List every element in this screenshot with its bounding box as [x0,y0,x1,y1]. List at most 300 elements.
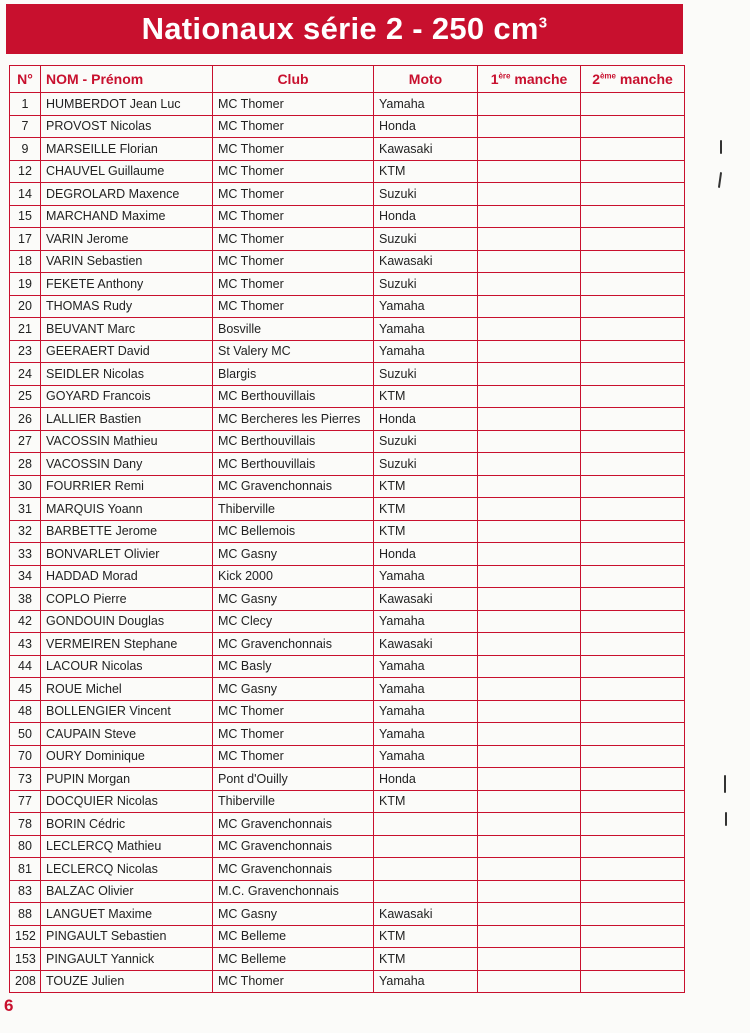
table-row [10,588,685,611]
cell-manche-2 [581,768,685,791]
cell-manche-1 [478,790,581,813]
table-row [10,903,685,926]
cell-manche-1 [478,183,581,206]
cell-manche-1 [478,655,581,678]
table-row [10,948,685,971]
cell-club: MC Berthouvillais [213,385,374,408]
cell-manche-1 [478,723,581,746]
cell-club: MC Gasny [213,543,374,566]
col-header-name: NOM - Prénom [41,66,213,93]
cell-moto [374,880,478,903]
cell-manche-1 [478,903,581,926]
cell-name: ROUE Michel [41,678,213,701]
cell-name: GONDOUIN Douglas [41,610,213,633]
cell-manche-2 [581,543,685,566]
cell-club: MC Thomer [213,160,374,183]
cell-manche-1 [478,138,581,161]
cell-club: MC Bercheres les Pierres [213,408,374,431]
cell-name: DOCQUIER Nicolas [41,790,213,813]
table-row [10,138,685,161]
cell-manche-1 [478,205,581,228]
cell-manche-1 [478,430,581,453]
cell-manche-2 [581,633,685,656]
cell-moto: Yamaha [374,745,478,768]
cell-manche-2 [581,858,685,881]
margin-mark [724,775,726,793]
entrants-table-wrapper [9,65,684,993]
cell-club: MC Gravenchonnais [213,813,374,836]
table-row [10,160,685,183]
cell-moto: Honda [374,543,478,566]
cell-club: MC Gravenchonnais [213,633,374,656]
cell-name: HUMBERDOT Jean Luc [41,93,213,116]
manche-1-number: 1 [490,71,499,87]
table-row [10,205,685,228]
table-row [10,340,685,363]
cell-manche-1 [478,385,581,408]
table-row [10,925,685,948]
cell-club: MC Thomer [213,745,374,768]
cell-num: 12 [10,160,41,183]
cell-manche-2 [581,385,685,408]
cell-manche-1 [478,93,581,116]
cell-manche-1 [478,520,581,543]
cell-num: 20 [10,295,41,318]
cell-num: 152 [10,925,41,948]
cell-name: GEERAERT David [41,340,213,363]
cell-moto: Suzuki [374,453,478,476]
cell-num: 31 [10,498,41,521]
cell-name: FEKETE Anthony [41,273,213,296]
cell-name: LALLIER Bastien [41,408,213,431]
cell-club: MC Thomer [213,273,374,296]
cell-num: 81 [10,858,41,881]
cell-club: MC Bellemois [213,520,374,543]
table-row [10,858,685,881]
col-header-manche-1 [478,66,581,93]
cell-num: 17 [10,228,41,251]
col-header-num: N° [10,66,41,93]
cell-name: VERMEIREN Stephane [41,633,213,656]
cell-manche-2 [581,745,685,768]
cell-club: MC Clecy [213,610,374,633]
title-superscript: 3 [538,14,548,32]
cell-moto [374,858,478,881]
cell-club: MC Thomer [213,115,374,138]
table-row [10,520,685,543]
table-row [10,93,685,116]
cell-manche-1 [478,363,581,386]
cell-club: MC Thomer [213,295,374,318]
cell-num: 28 [10,453,41,476]
cell-manche-2 [581,790,685,813]
cell-name: BEUVANT Marc [41,318,213,341]
cell-manche-2 [581,903,685,926]
entrants-table [9,65,685,993]
cell-num: 21 [10,318,41,341]
cell-manche-1 [478,565,581,588]
cell-manche-2 [581,408,685,431]
cell-manche-2 [581,880,685,903]
cell-num: 50 [10,723,41,746]
margin-mark [720,140,722,154]
cell-num: 25 [10,385,41,408]
cell-manche-2 [581,588,685,611]
cell-name: FOURRIER Remi [41,475,213,498]
manche-2-label: manche [616,71,673,87]
cell-manche-2 [581,520,685,543]
cell-club: MC Belleme [213,925,374,948]
table-row [10,498,685,521]
cell-moto: Yamaha [374,678,478,701]
cell-num: 78 [10,813,41,836]
cell-num: 7 [10,115,41,138]
cell-moto: Kawasaki [374,250,478,273]
cell-name: BONVARLET Olivier [41,543,213,566]
cell-moto: Yamaha [374,610,478,633]
cell-manche-1 [478,273,581,296]
cell-manche-2 [581,723,685,746]
cell-name: DEGROLARD Maxence [41,183,213,206]
cell-name: COPLO Pierre [41,588,213,611]
cell-moto: Kawasaki [374,903,478,926]
cell-name: MARCHAND Maxime [41,205,213,228]
cell-moto: KTM [374,498,478,521]
cell-manche-2 [581,655,685,678]
cell-club: MC Gasny [213,588,374,611]
manche-1-label: manche [510,71,568,87]
cell-num: 77 [10,790,41,813]
cell-club: MC Gravenchonnais [213,858,374,881]
cell-moto [374,813,478,836]
cell-moto: Yamaha [374,970,478,993]
cell-manche-2 [581,273,685,296]
cell-moto: Yamaha [374,565,478,588]
cell-num: 1 [10,93,41,116]
cell-manche-1 [478,250,581,273]
table-row [10,363,685,386]
cell-num: 83 [10,880,41,903]
cell-manche-1 [478,610,581,633]
cell-name: VARIN Jerome [41,228,213,251]
cell-name: CAUPAIN Steve [41,723,213,746]
cell-moto: KTM [374,160,478,183]
cell-moto: Suzuki [374,430,478,453]
cell-num: 70 [10,745,41,768]
cell-club: St Valery MC [213,340,374,363]
cell-name: CHAUVEL Guillaume [41,160,213,183]
table-row [10,790,685,813]
cell-num: 9 [10,138,41,161]
cell-num: 42 [10,610,41,633]
cell-club: MC Thomer [213,205,374,228]
cell-manche-2 [581,813,685,836]
table-row [10,453,685,476]
cell-manche-2 [581,93,685,116]
col-header-manche-2 [581,66,685,93]
table-row [10,768,685,791]
cell-name: LACOUR Nicolas [41,655,213,678]
cell-club: MC Gasny [213,678,374,701]
cell-moto: KTM [374,925,478,948]
table-row [10,700,685,723]
page-title [142,11,548,47]
cell-moto: Yamaha [374,93,478,116]
cell-name: PROVOST Nicolas [41,115,213,138]
cell-club: Kick 2000 [213,565,374,588]
table-row [10,565,685,588]
cell-moto: Yamaha [374,295,478,318]
cell-manche-1 [478,948,581,971]
table-row [10,318,685,341]
cell-manche-1 [478,543,581,566]
cell-manche-2 [581,475,685,498]
cell-num: 45 [10,678,41,701]
cell-moto: Suzuki [374,273,478,296]
cell-manche-2 [581,700,685,723]
cell-manche-2 [581,205,685,228]
table-row [10,880,685,903]
cell-manche-2 [581,565,685,588]
page-number: 6 [4,996,14,1015]
cell-manche-1 [478,700,581,723]
cell-manche-2 [581,610,685,633]
cell-num: 48 [10,700,41,723]
table-row [10,655,685,678]
cell-club: MC Gravenchonnais [213,475,374,498]
cell-num: 73 [10,768,41,791]
cell-manche-1 [478,408,581,431]
cell-name: VACOSSIN Dany [41,453,213,476]
cell-manche-2 [581,250,685,273]
manche-2-sup: ème [599,71,616,81]
cell-manche-2 [581,430,685,453]
cell-num: 32 [10,520,41,543]
cell-name: OURY Dominique [41,745,213,768]
cell-club: MC Berthouvillais [213,430,374,453]
cell-moto: Honda [374,205,478,228]
cell-manche-2 [581,295,685,318]
cell-name: MARSEILLE Florian [41,138,213,161]
margin-mark [718,172,722,188]
cell-name: BOLLENGIER Vincent [41,700,213,723]
cell-num: 88 [10,903,41,926]
table-row [10,610,685,633]
cell-num: 153 [10,948,41,971]
cell-name: PUPIN Morgan [41,768,213,791]
cell-club: MC Thomer [213,723,374,746]
cell-num: 18 [10,250,41,273]
cell-moto: Suzuki [374,363,478,386]
table-row [10,430,685,453]
table-row [10,228,685,251]
cell-manche-1 [478,588,581,611]
cell-manche-1 [478,880,581,903]
cell-moto: Kawasaki [374,633,478,656]
cell-manche-2 [581,228,685,251]
cell-name: VARIN Sebastien [41,250,213,273]
cell-name: BARBETTE Jerome [41,520,213,543]
table-row [10,475,685,498]
table-header-row [10,66,685,93]
cell-num: 24 [10,363,41,386]
cell-manche-2 [581,160,685,183]
cell-club: M.C. Gravenchonnais [213,880,374,903]
cell-club: MC Thomer [213,970,374,993]
cell-name: LECLERCQ Nicolas [41,858,213,881]
cell-manche-1 [478,340,581,363]
cell-moto: Honda [374,768,478,791]
cell-club: MC Thomer [213,93,374,116]
cell-name: HADDAD Morad [41,565,213,588]
manche-1-sup: ère [498,71,511,81]
cell-manche-1 [478,813,581,836]
cell-num: 30 [10,475,41,498]
cell-name: VACOSSIN Mathieu [41,430,213,453]
cell-manche-1 [478,115,581,138]
cell-name: GOYARD Francois [41,385,213,408]
cell-manche-1 [478,970,581,993]
cell-manche-2 [581,948,685,971]
cell-moto: Yamaha [374,700,478,723]
cell-num: 23 [10,340,41,363]
cell-manche-2 [581,318,685,341]
title-banner [6,4,683,54]
table-row [10,633,685,656]
cell-num: 27 [10,430,41,453]
cell-name: MARQUIS Yoann [41,498,213,521]
cell-name: THOMAS Rudy [41,295,213,318]
table-row [10,543,685,566]
cell-name: PINGAULT Sebastien [41,925,213,948]
cell-manche-2 [581,835,685,858]
cell-club: MC Thomer [213,700,374,723]
table-row [10,408,685,431]
cell-manche-1 [478,768,581,791]
cell-manche-1 [478,633,581,656]
cell-moto: Yamaha [374,318,478,341]
table-row [10,723,685,746]
cell-manche-2 [581,115,685,138]
cell-club: Pont d'Ouilly [213,768,374,791]
cell-moto: Honda [374,115,478,138]
title-main: Nationaux série 2 - 250 cm [141,11,539,46]
cell-num: 33 [10,543,41,566]
cell-manche-2 [581,340,685,363]
table-row [10,295,685,318]
cell-num: 15 [10,205,41,228]
cell-num: 80 [10,835,41,858]
table-row [10,745,685,768]
cell-num: 44 [10,655,41,678]
cell-num: 38 [10,588,41,611]
cell-club: Thiberville [213,498,374,521]
cell-name: LECLERCQ Mathieu [41,835,213,858]
cell-num: 14 [10,183,41,206]
cell-manche-2 [581,678,685,701]
table-row [10,273,685,296]
cell-manche-1 [478,160,581,183]
table-body [10,93,685,993]
cell-club: MC Thomer [213,183,374,206]
cell-num: 208 [10,970,41,993]
cell-manche-2 [581,925,685,948]
cell-club: MC Thomer [213,228,374,251]
cell-club: MC Gasny [213,903,374,926]
cell-club: MC Thomer [213,138,374,161]
cell-name: BALZAC Olivier [41,880,213,903]
cell-club: MC Berthouvillais [213,453,374,476]
cell-num: 43 [10,633,41,656]
cell-name: BORIN Cédric [41,813,213,836]
cell-manche-1 [478,295,581,318]
cell-manche-1 [478,318,581,341]
margin-mark [725,812,727,826]
cell-name: TOUZE Julien [41,970,213,993]
cell-moto [374,835,478,858]
table-row [10,970,685,993]
cell-moto: KTM [374,948,478,971]
cell-manche-1 [478,678,581,701]
cell-moto: KTM [374,475,478,498]
cell-moto: Suzuki [374,183,478,206]
manche-2-number: 2 [592,71,600,87]
col-header-club: Club [213,66,374,93]
cell-manche-1 [478,858,581,881]
cell-moto: Yamaha [374,723,478,746]
cell-manche-2 [581,363,685,386]
cell-manche-1 [478,835,581,858]
cell-manche-2 [581,970,685,993]
cell-moto: Kawasaki [374,588,478,611]
cell-name: LANGUET Maxime [41,903,213,926]
cell-moto: Kawasaki [374,138,478,161]
cell-manche-1 [478,745,581,768]
cell-manche-1 [478,228,581,251]
cell-club: Thiberville [213,790,374,813]
cell-name: SEIDLER Nicolas [41,363,213,386]
cell-moto: Honda [374,408,478,431]
cell-manche-2 [581,498,685,521]
cell-manche-2 [581,138,685,161]
cell-num: 34 [10,565,41,588]
cell-club: Bosville [213,318,374,341]
table-row [10,385,685,408]
cell-manche-1 [478,925,581,948]
cell-manche-2 [581,183,685,206]
cell-moto: Yamaha [374,655,478,678]
cell-moto: Suzuki [374,228,478,251]
col-header-moto: Moto [374,66,478,93]
cell-manche-1 [478,475,581,498]
cell-club: MC Thomer [213,250,374,273]
cell-manche-1 [478,453,581,476]
cell-manche-2 [581,453,685,476]
table-row [10,115,685,138]
cell-name: PINGAULT Yannick [41,948,213,971]
table-row [10,250,685,273]
table-row [10,835,685,858]
table-row [10,678,685,701]
table-row [10,183,685,206]
cell-moto: KTM [374,385,478,408]
table-row [10,813,685,836]
cell-club: Blargis [213,363,374,386]
cell-club: MC Belleme [213,948,374,971]
cell-moto: KTM [374,790,478,813]
cell-manche-1 [478,498,581,521]
cell-num: 26 [10,408,41,431]
